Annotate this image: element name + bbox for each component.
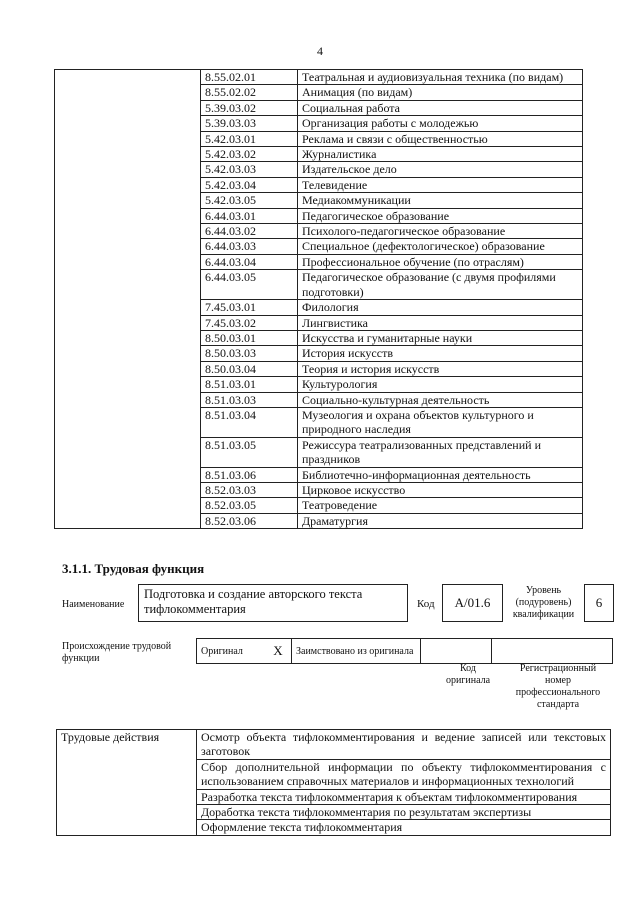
empty-cell [55, 437, 201, 467]
table-row [55, 270, 583, 300]
code-cell: 8.55.02.02 [201, 85, 298, 100]
empty-cell [55, 177, 201, 192]
table-row [55, 239, 583, 254]
function-code-value: A/01.6 [454, 595, 491, 610]
code-cell: 8.51.03.03 [201, 392, 298, 407]
code-original-cell [421, 639, 492, 664]
code-cell: 8.52.03.05 [201, 498, 298, 513]
origin-label: Происхождение трудовой функции [62, 641, 172, 664]
table-row [55, 254, 583, 269]
original-label-cell [197, 639, 266, 664]
code-label: Код [417, 598, 435, 610]
code-cell: 5.42.03.01 [201, 131, 298, 146]
empty-cell [55, 239, 201, 254]
specialty-cell: Искусства и гуманитарные науки [298, 330, 583, 345]
level-label: Уровень (подуровень) квалификации [512, 585, 575, 620]
code-cell: 8.50.03.01 [201, 330, 298, 345]
table-row [55, 392, 583, 407]
empty-cell [55, 377, 201, 392]
table-row [55, 193, 583, 208]
original-label: Оригинал [201, 645, 243, 657]
table-row [55, 85, 583, 100]
function-name-value: Подготовка и создание авторского текста тифлокомментария [144, 587, 363, 616]
code-cell: 8.51.03.05 [201, 437, 298, 467]
level-value: 6 [595, 595, 603, 610]
empty-cell [55, 361, 201, 376]
code-cell: 5.39.03.03 [201, 116, 298, 131]
section-heading: 3.1.1. Трудовая функция [62, 561, 205, 576]
table-row [55, 70, 583, 85]
empty-cell [55, 330, 201, 345]
empty-cell [55, 208, 201, 223]
labor-action-item: Сбор дополнительной информации по объекту тифлокомментирования с использованием справочных материалов и информационных технологий [197, 759, 611, 789]
table-row [55, 377, 583, 392]
empty-cell [55, 498, 201, 513]
empty-cell [55, 193, 201, 208]
code-cell: 6.44.03.05 [201, 270, 298, 300]
page-number: 4 [317, 44, 323, 58]
code-cell: 5.39.03.02 [201, 100, 298, 115]
code-cell: 6.44.03.03 [201, 239, 298, 254]
specialty-cell: Организация работы с молодежью [298, 116, 583, 131]
table-row [55, 330, 583, 345]
specialty-cell: Телевидение [298, 177, 583, 192]
table-row [55, 361, 583, 376]
specialty-cell: Социально-культурная деятельность [298, 392, 583, 407]
labor-action-item: Разработка текста тифлокомментария к объектам тифлокомментирования [197, 789, 611, 804]
specialty-cell: Профессиональное обучение (по отраслям) [298, 254, 583, 269]
specialty-cell: Реклама и связи с общественностью [298, 131, 583, 146]
code-cell: 5.42.03.04 [201, 177, 298, 192]
labor-action-item: Доработка текста тифлокомментария по результатам экспертизы [197, 805, 611, 820]
labor-actions-label: Трудовые действия [57, 730, 197, 836]
empty-cell [55, 162, 201, 177]
table-row [55, 467, 583, 482]
specialty-cell: Анимация (по видам) [298, 85, 583, 100]
empty-cell [55, 346, 201, 361]
table-row [55, 437, 583, 467]
specialty-cell: Педагогическое образование [298, 208, 583, 223]
code-original-caption: Код оригинала [445, 663, 491, 686]
specialty-cell: Библиотечно-информационная деятельность [298, 467, 583, 482]
origin-table [196, 638, 613, 664]
empty-cell [55, 131, 201, 146]
labor-action-item: Оформление текста тифлокомментария [197, 820, 611, 835]
empty-cell [55, 100, 201, 115]
reg-number-cell [492, 639, 613, 664]
code-cell: 8.51.03.06 [201, 467, 298, 482]
specialty-cell: Культурология [298, 377, 583, 392]
code-cell: 8.52.03.06 [201, 513, 298, 528]
code-cell: 5.42.03.03 [201, 162, 298, 177]
specialty-cell: Медиакоммуникации [298, 193, 583, 208]
table-row [55, 407, 583, 437]
empty-cell [55, 513, 201, 528]
empty-cell [55, 254, 201, 269]
specialty-cell: Цирковое искусство [298, 482, 583, 497]
specialty-cell: История искусств [298, 346, 583, 361]
code-cell: 8.51.03.04 [201, 407, 298, 437]
specialty-cell: Театроведение [298, 498, 583, 513]
empty-cell [55, 224, 201, 239]
code-cell: 8.55.02.01 [201, 70, 298, 85]
empty-cell [55, 116, 201, 131]
empty-cell [55, 85, 201, 100]
code-cell: 7.45.03.01 [201, 300, 298, 315]
table-row [55, 147, 583, 162]
table-row [55, 482, 583, 497]
empty-cell [55, 270, 201, 300]
table-row [55, 346, 583, 361]
code-cell: 8.51.03.01 [201, 377, 298, 392]
code-cell: 6.44.03.01 [201, 208, 298, 223]
code-cell: 8.50.03.03 [201, 346, 298, 361]
specialty-cell: Театральная и аудиовизуальная техника (по видам) [298, 70, 583, 85]
specialty-cell: Филология [298, 300, 583, 315]
borrowed-cell [292, 639, 421, 664]
code-cell: 8.52.03.03 [201, 482, 298, 497]
reg-number-caption: Регистрационный номер профессионального стандарта [515, 663, 601, 710]
empty-cell [55, 147, 201, 162]
function-name-box [138, 584, 408, 622]
empty-cell [55, 467, 201, 482]
specialty-cell: Журналистика [298, 147, 583, 162]
table-row [55, 513, 583, 528]
specialty-cell: Лингвистика [298, 315, 583, 330]
table-row [55, 300, 583, 315]
empty-cell [55, 70, 201, 85]
table-row [55, 177, 583, 192]
table-row [55, 131, 583, 146]
education-codes-table [54, 69, 583, 529]
table-row [55, 315, 583, 330]
code-cell: 8.50.03.04 [201, 361, 298, 376]
specialty-cell: Теория и история искусств [298, 361, 583, 376]
empty-cell [55, 392, 201, 407]
table-row [57, 730, 611, 760]
table-row [55, 208, 583, 223]
specialty-cell: Музеология и охрана объектов культурного и природного наследия [298, 407, 583, 437]
function-code-box [442, 584, 503, 622]
specialty-cell: Драматургия [298, 513, 583, 528]
code-cell: 7.45.03.02 [201, 315, 298, 330]
original-mark-cell [265, 639, 292, 664]
code-cell: 5.42.03.05 [201, 193, 298, 208]
specialty-cell: Психолого-педагогическое образование [298, 224, 583, 239]
table-row [55, 162, 583, 177]
original-mark: X [273, 643, 283, 658]
table-row [55, 116, 583, 131]
specialty-cell: Специальное (дефектологическое) образование [298, 239, 583, 254]
table-row [55, 100, 583, 115]
level-box [584, 584, 614, 622]
table-row [55, 224, 583, 239]
labor-action-item: Осмотр объекта тифлокомментирования и ведение записей или текстовых заготовок [197, 730, 611, 760]
code-cell: 6.44.03.04 [201, 254, 298, 269]
specialty-cell: Издательское дело [298, 162, 583, 177]
specialty-cell: Социальная работа [298, 100, 583, 115]
empty-cell [55, 482, 201, 497]
empty-cell [55, 315, 201, 330]
name-label: Наименование [62, 599, 125, 610]
borrowed-label: Заимствовано из оригинала [296, 645, 414, 657]
table-row [55, 498, 583, 513]
empty-cell [55, 300, 201, 315]
empty-cell [55, 407, 201, 437]
specialty-cell: Педагогическое образование (с двумя профилями подготовки) [298, 270, 583, 300]
labor-actions-table [56, 729, 611, 836]
code-cell: 5.42.03.02 [201, 147, 298, 162]
specialty-cell: Режиссура театрализованных представлений и праздников [298, 437, 583, 467]
code-cell: 6.44.03.02 [201, 224, 298, 239]
